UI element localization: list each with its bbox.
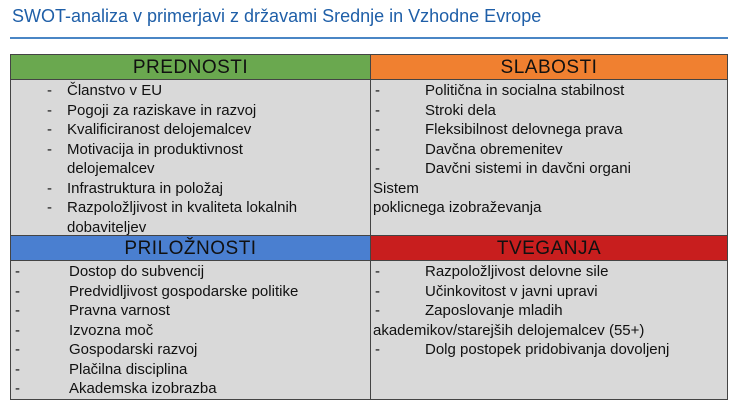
threats-body bbox=[371, 261, 727, 399]
list-item: - Gospodarski razvoj bbox=[15, 341, 198, 358]
weaknesses-body bbox=[371, 80, 727, 235]
opportunities-body bbox=[11, 261, 370, 399]
weaknesses-heading: SLABOSTI bbox=[371, 55, 727, 80]
strengths-list bbox=[11, 81, 370, 237]
weaknesses-extra-line-2: poklicnega izobraževanja bbox=[373, 199, 542, 216]
list-item: - Učinkovitost v javni upravi bbox=[375, 282, 598, 300]
list-item: - Plačilna disciplina bbox=[15, 360, 188, 378]
weaknesses-extra-line-1: Sistem bbox=[373, 179, 419, 197]
threats-list-cont bbox=[371, 340, 727, 360]
swot-table bbox=[10, 54, 728, 400]
list-item: - Politična in socialna stabilnost bbox=[375, 82, 625, 99]
threats-list bbox=[371, 262, 727, 321]
list-item: - Razpoložljivost in kvaliteta lokalnih dobaviteljev bbox=[47, 199, 298, 236]
threats-item-3-continuation: akademikov/starejših delojemalcev (55+) bbox=[373, 321, 645, 339]
opportunities-heading: PRILOŽNOSTI bbox=[11, 236, 370, 261]
horizontal-divider bbox=[11, 235, 727, 236]
list-item: - Pogoji za raziskave in razvoj bbox=[47, 101, 257, 119]
list-item: - Predvidljivost gospodarske politike bbox=[15, 282, 299, 300]
opportunities-list bbox=[11, 262, 370, 399]
list-item: - Dolg postopek pridobivanja dovoljenj bbox=[375, 341, 670, 358]
list-item: - Akademska izobrazba bbox=[15, 380, 217, 397]
weaknesses-list bbox=[371, 81, 727, 179]
list-item: - Članstvo v EU bbox=[47, 82, 163, 99]
slide-title: SWOT-analiza v primerjavi z državami Srednje in Vzhodne Evrope bbox=[12, 6, 542, 26]
list-item: - Izvozna moč bbox=[15, 321, 154, 339]
list-item: - Kvalificiranost delojemalcev bbox=[47, 121, 252, 138]
list-item: - Zaposlovanje mladih bbox=[375, 302, 563, 319]
strengths-heading: PREDNOSTI bbox=[11, 55, 370, 80]
strengths-body bbox=[11, 80, 370, 235]
list-item: - Motivacija in produktivnost delojemalcev bbox=[47, 140, 243, 177]
list-item: - Davčna obremenitev bbox=[375, 140, 563, 158]
list-item: - Razpoložljivost delovne sile bbox=[375, 263, 609, 280]
threats-heading: TVEGANJA bbox=[371, 236, 727, 261]
list-item: - Infrastruktura in položaj bbox=[47, 179, 223, 197]
list-item: - Fleksibilnost delovnega prava bbox=[375, 121, 623, 138]
list-item: - Davčni sistemi in davčni organi bbox=[375, 160, 631, 177]
list-item: - Pravna varnost bbox=[15, 302, 170, 319]
list-item: - Dostop do subvencij bbox=[15, 263, 205, 280]
list-item: - Stroki dela bbox=[375, 101, 496, 119]
vertical-divider bbox=[370, 55, 371, 399]
title-underline bbox=[10, 37, 728, 39]
